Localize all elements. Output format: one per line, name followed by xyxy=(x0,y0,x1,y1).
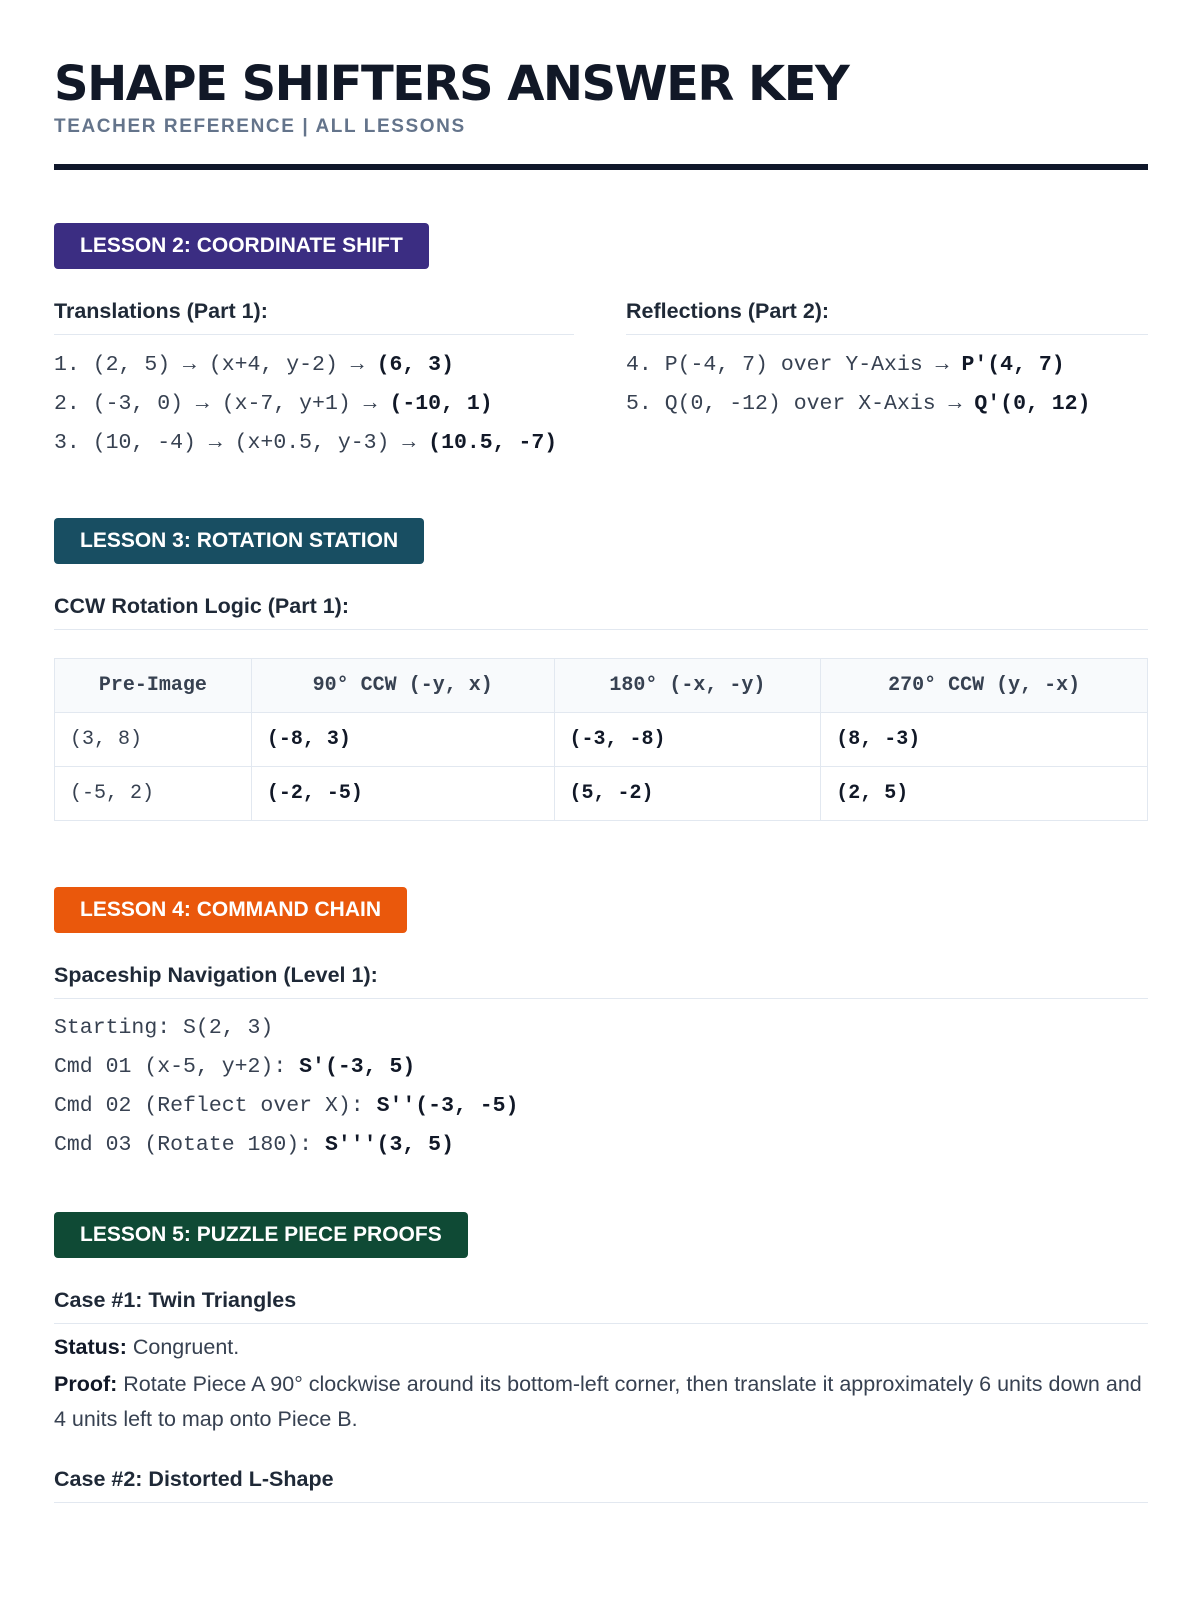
status-label: Status: xyxy=(54,1335,127,1359)
translations-list xyxy=(54,349,574,460)
reflection-prompt: 5. Q(0, -12) over X-Axis → xyxy=(626,392,975,416)
case-2-heading: Case #2: Distorted L-Shape xyxy=(54,1467,1148,1503)
page-title: SHAPE SHIFTERS ANSWER KEY xyxy=(54,56,849,112)
lesson-2-columns xyxy=(54,299,1148,466)
reflections-heading: Reflections (Part 2): xyxy=(626,299,1148,335)
proof-label: Proof: xyxy=(54,1372,118,1396)
translation-item xyxy=(54,349,574,382)
lesson-2-badge: LESSON 2: COORDINATE SHIFT xyxy=(54,223,429,269)
translation-answer: (10.5, -7) xyxy=(428,431,558,455)
reflections-list xyxy=(626,349,1148,421)
command-step xyxy=(54,1051,1200,1084)
rotation-heading: CCW Rotation Logic (Part 1): xyxy=(54,594,1148,630)
command-text: Cmd 02 (Reflect over X): xyxy=(54,1094,377,1118)
reflections-column xyxy=(626,299,1148,466)
page-subtitle: TEACHER REFERENCE | ALL LESSONS xyxy=(54,116,466,137)
table-row xyxy=(55,767,1148,821)
reflection-item xyxy=(626,349,1148,382)
navigation-heading: Spaceship Navigation (Level 1): xyxy=(54,963,1148,999)
column-header: 90° CCW (-y, x) xyxy=(251,659,554,713)
command-answer: S'(-3, 5) xyxy=(299,1055,416,1079)
lesson-5-section xyxy=(54,1212,1148,1503)
header-divider xyxy=(54,164,1148,170)
command-answer: S'''(3, 5) xyxy=(324,1133,454,1157)
lesson-4-badge: LESSON 4: COMMAND CHAIN xyxy=(54,887,407,933)
translation-prompt: 3. (10, -4) → (x+0.5, y-3) → xyxy=(54,431,429,455)
translation-prompt: 2. (-3, 0) → (x-7, y+1) → xyxy=(54,392,390,416)
reflection-answer: P'(4, 7) xyxy=(961,353,1065,377)
answer-cell: (5, -2) xyxy=(554,767,821,821)
answer-cell: (-3, -8) xyxy=(554,713,821,767)
lesson-5-badge: LESSON 5: PUZZLE PIECE PROOFS xyxy=(54,1212,468,1258)
case-1-heading: Case #1: Twin Triangles xyxy=(54,1288,1148,1324)
translations-heading: Translations (Part 1): xyxy=(54,299,574,335)
translation-item xyxy=(54,427,574,460)
rotation-table xyxy=(54,658,1148,821)
command-answer: S''(-3, -5) xyxy=(376,1094,519,1118)
lesson-3-section xyxy=(54,518,1200,821)
lesson-3-badge: LESSON 3: ROTATION STATION xyxy=(54,518,424,564)
status-value: Congruent. xyxy=(126,1335,240,1359)
case-1-status xyxy=(54,1330,1148,1365)
answer-cell: (-2, -5) xyxy=(251,767,554,821)
navigation-steps xyxy=(54,1012,1200,1162)
pre-image-cell: (-5, 2) xyxy=(55,767,252,821)
translation-item xyxy=(54,388,574,421)
reflection-prompt: 4. P(-4, 7) over Y-Axis → xyxy=(626,353,962,377)
translation-answer: (6, 3) xyxy=(376,353,454,377)
column-header: Pre-Image xyxy=(55,659,252,713)
translation-answer: (-10, 1) xyxy=(389,392,493,416)
answer-cell: (2, 5) xyxy=(821,767,1148,821)
command-text: Cmd 01 (x-5, y+2): xyxy=(54,1055,300,1079)
case-1-proof xyxy=(54,1367,1148,1437)
pre-image-cell: (3, 8) xyxy=(55,713,252,767)
table-header-row xyxy=(55,659,1148,713)
table-row xyxy=(55,713,1148,767)
column-header: 180° (-x, -y) xyxy=(554,659,821,713)
answer-cell: (-8, 3) xyxy=(251,713,554,767)
column-header: 270° CCW (y, -x) xyxy=(821,659,1148,713)
reflection-item xyxy=(626,388,1148,421)
reflection-answer: Q'(0, 12) xyxy=(974,392,1091,416)
case-1-body xyxy=(54,1330,1148,1437)
answer-cell: (8, -3) xyxy=(821,713,1148,767)
command-step xyxy=(54,1090,1200,1123)
translation-prompt: 1. (2, 5) → (x+4, y-2) → xyxy=(54,353,377,377)
starting-point: Starting: S(2, 3) xyxy=(54,1016,274,1040)
lesson-4-section xyxy=(54,887,1200,1162)
command-step xyxy=(54,1129,1200,1162)
command-text: Cmd 03 (Rotate 180): xyxy=(54,1133,325,1157)
translations-column xyxy=(54,299,574,466)
proof-value: Rotate Piece A 90° clockwise around its bottom-left corner, then translate it approximately 6 units down and 4 units left to map onto Piece B. xyxy=(54,1372,1142,1431)
lesson-2-section xyxy=(54,223,1200,466)
